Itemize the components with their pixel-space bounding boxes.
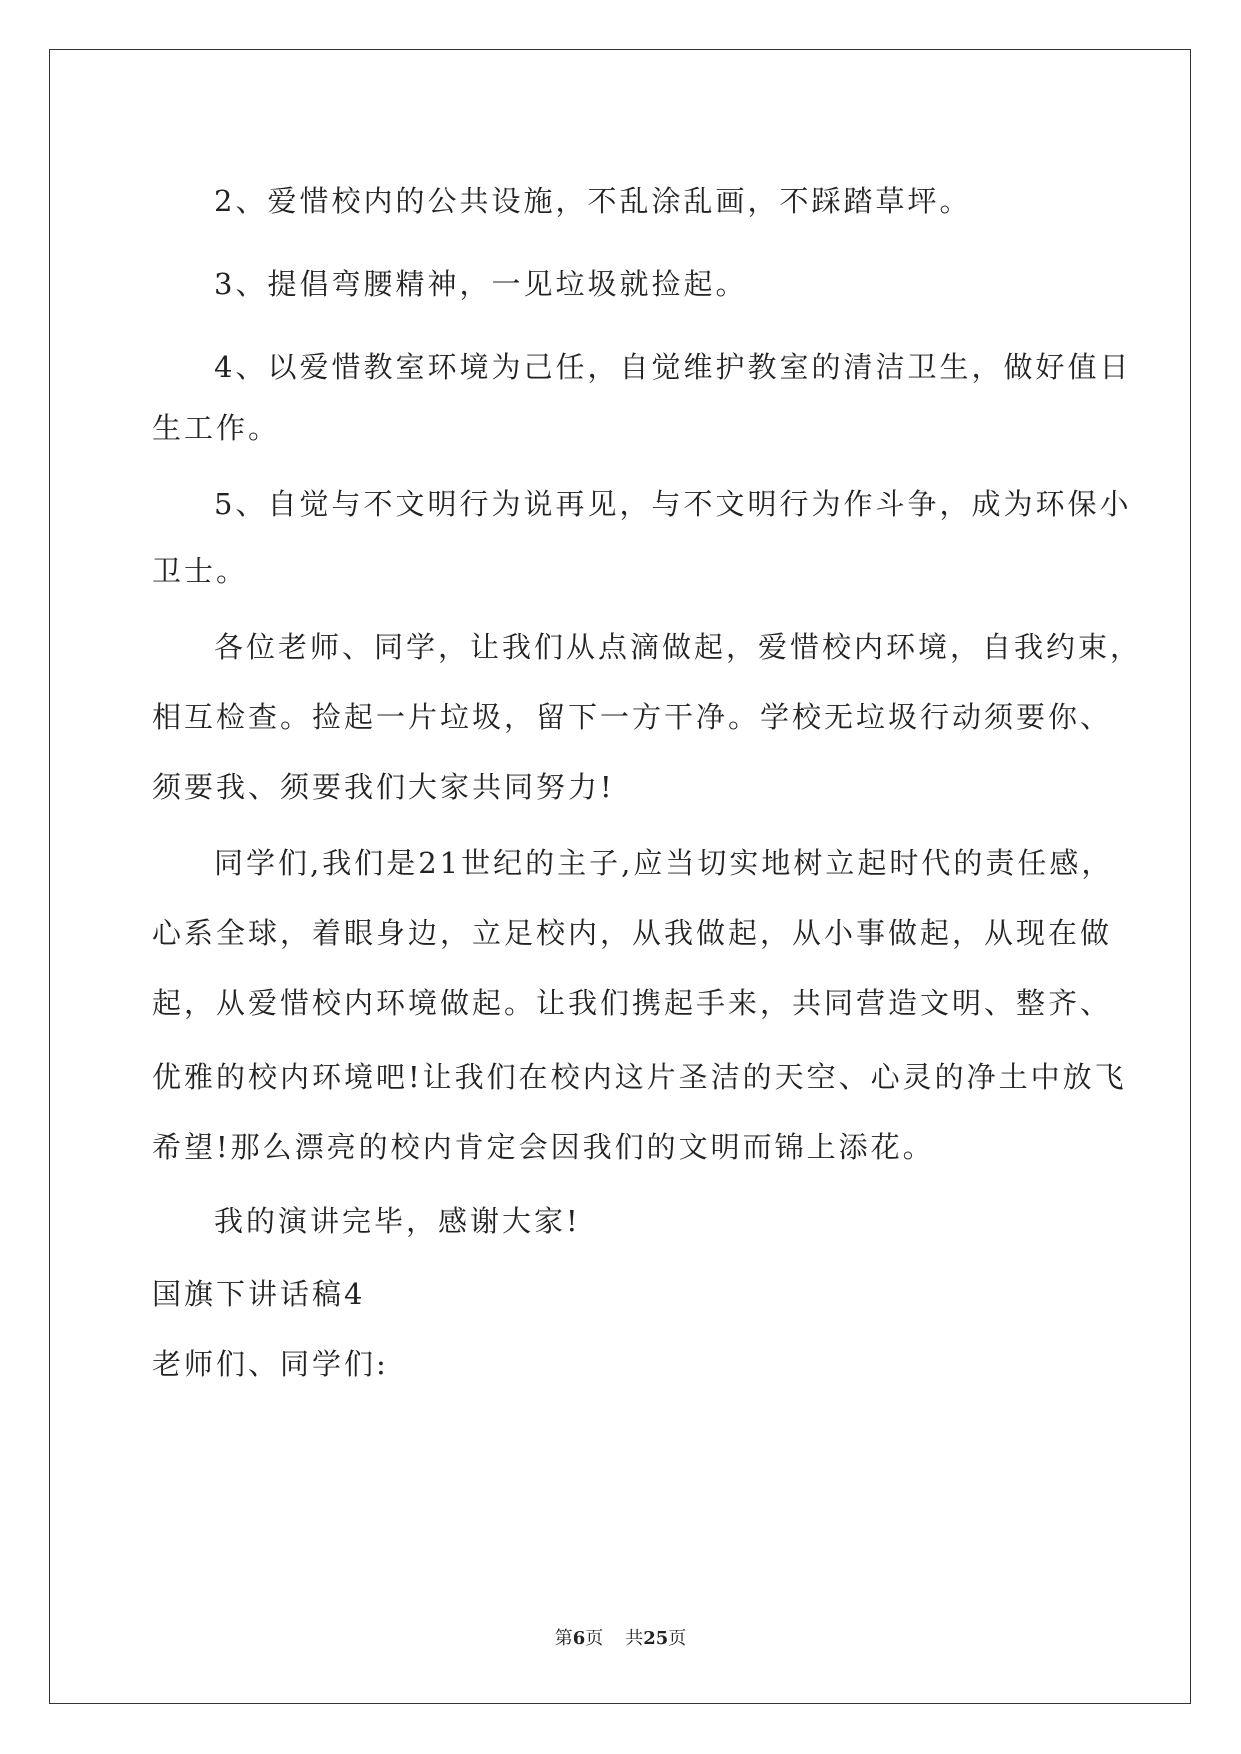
current-page-number: 6: [572, 1628, 586, 1649]
paragraph-line: 4、以爱惜教室环境为己任，自觉维护教室的清洁卫生，做好值日: [214, 350, 1132, 384]
total-prefix: 共: [625, 1628, 644, 1649]
paragraph-line: 2、爱惜校内的公共设施，不乱涂乱画，不踩踏草坪。: [214, 184, 972, 218]
paragraph-line: 各位老师、同学，让我们从点滴做起，爱惜校内环境，自我约束，: [214, 630, 1143, 664]
paragraph-line: 3、提倡弯腰精神，一见垃圾就捡起。: [214, 267, 748, 301]
total-suffix: 页: [668, 1628, 687, 1649]
paragraph-line: 同学们,我们是21世纪的主子,应当切实地树立起时代的责任感，: [214, 846, 1114, 880]
section-title: 国旗下讲话稿4: [152, 1277, 366, 1311]
paragraph-line: 生工作。: [152, 411, 281, 445]
paragraph-line: 心系全球，着眼身边，立足校内，从我做起，从小事做起，从现在做: [152, 916, 1113, 950]
paragraph-line: 希望!那么漂亮的校内肯定会因我们的文明而锦上添花。: [152, 1130, 935, 1164]
paragraph-line: 须要我、须要我们大家共同努力!: [152, 770, 615, 804]
paragraph-line: 卫士。: [152, 554, 249, 588]
paragraph-line: 优雅的校内环境吧!让我们在校内这片圣洁的天空、心灵的净土中放飞: [152, 1060, 1127, 1094]
salutation: 老师们、同学们:: [152, 1347, 389, 1381]
page-footer: [0, 1624, 1241, 1650]
paragraph-line: 起，从爱惜校内环境做起。让我们携起手来，共同营造文明、整齐、: [152, 986, 1113, 1020]
page-suffix: 页: [585, 1628, 604, 1649]
total-page-number: 25: [643, 1628, 669, 1649]
paragraph-line: 5、自觉与不文明行为说再见，与不文明行为作斗争，成为环保小: [214, 487, 1132, 521]
page-prefix: 第: [554, 1628, 573, 1649]
paragraph-line: 相互检查。捡起一片垃圾，留下一方干净。学校无垃圾行动须要你、: [152, 700, 1113, 734]
paragraph-line: 我的演讲完毕，感谢大家!: [214, 1204, 581, 1238]
